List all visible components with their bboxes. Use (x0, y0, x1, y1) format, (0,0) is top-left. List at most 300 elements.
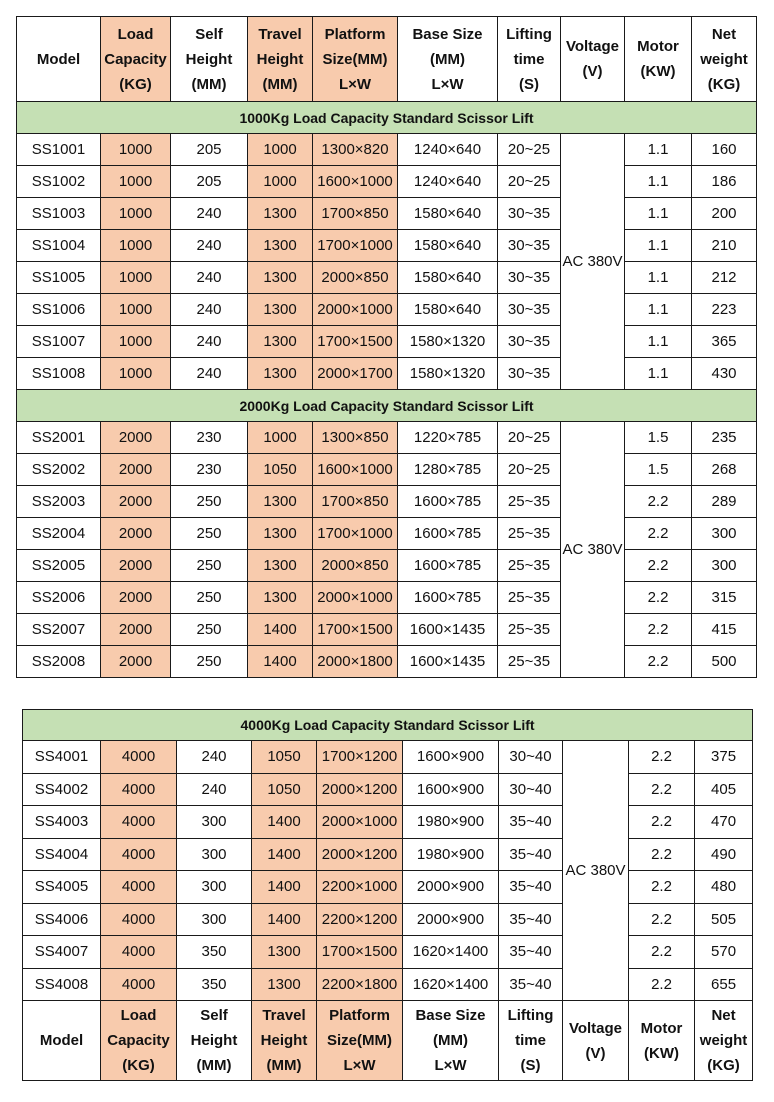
header-line: Model (36, 50, 81, 68)
cell-lifting-time: 25~35 (498, 486, 561, 518)
cell-motor: 2.2 (625, 550, 692, 582)
table-row (17, 262, 757, 294)
cell-platform-size: 2200×1800 (317, 968, 403, 1001)
header-model (23, 1001, 101, 1081)
header-self-height (177, 1001, 252, 1081)
voltage-cell: AC 380V (561, 134, 625, 390)
cell-base-size: 1980×900 (403, 838, 499, 871)
cell-platform-size: 1600×1000 (313, 166, 398, 198)
cell-base-size: 1600×785 (398, 582, 498, 614)
cell-model: SS1002 (17, 166, 101, 198)
cell-load-capacity: 2000 (101, 582, 171, 614)
cell-motor: 1.1 (625, 230, 692, 262)
cell-motor: 2.2 (629, 806, 695, 839)
cell-self-height: 300 (177, 871, 252, 904)
cell-travel-height: 1300 (248, 358, 313, 390)
cell-travel-height: 1000 (248, 166, 313, 198)
cell-travel-height: 1300 (248, 582, 313, 614)
cell-base-size: 1580×640 (398, 230, 498, 262)
cell-motor: 2.2 (629, 741, 695, 774)
cell-travel-height: 1300 (248, 518, 313, 550)
cell-base-size: 1280×785 (398, 454, 498, 486)
cell-travel-height: 1400 (252, 903, 317, 936)
cell-lifting-time: 30~35 (498, 358, 561, 390)
cell-platform-size: 1700×1500 (313, 614, 398, 646)
cell-load-capacity: 4000 (101, 871, 177, 904)
table-row (17, 326, 757, 358)
table-row (17, 422, 757, 454)
cell-motor: 1.5 (625, 454, 692, 486)
cell-motor: 2.2 (625, 614, 692, 646)
cell-model: SS2003 (17, 486, 101, 518)
cell-travel-height: 1050 (252, 741, 317, 774)
cell-self-height: 250 (171, 614, 248, 646)
cell-base-size: 1600×785 (398, 550, 498, 582)
cell-platform-size: 1300×820 (313, 134, 398, 166)
cell-net-weight: 500 (692, 646, 757, 678)
cell-platform-size: 2000×1000 (317, 806, 403, 839)
cell-travel-height: 1300 (248, 230, 313, 262)
cell-platform-size: 2000×850 (313, 550, 398, 582)
cell-lifting-time: 20~25 (498, 134, 561, 166)
cell-platform-size: 1600×1000 (313, 454, 398, 486)
section-title: 1000Kg Load Capacity Standard Scissor Lift (17, 102, 757, 134)
header-voltage (563, 1001, 629, 1081)
table-row (23, 773, 753, 806)
cell-self-height: 250 (171, 582, 248, 614)
header-line: Platform (329, 1007, 390, 1024)
cell-lifting-time: 20~25 (498, 454, 561, 486)
cell-base-size: 2000×900 (403, 871, 499, 904)
table-row (17, 614, 757, 646)
cell-model: SS4007 (23, 936, 101, 969)
cell-model: SS1003 (17, 198, 101, 230)
cell-self-height: 300 (177, 838, 252, 871)
cell-net-weight: 655 (695, 968, 753, 1001)
cell-model: SS2001 (17, 422, 101, 454)
cell-lifting-time: 30~35 (498, 262, 561, 294)
cell-platform-size: 1700×850 (313, 198, 398, 230)
header-base-size (398, 17, 498, 102)
header-line: Model (39, 1032, 84, 1049)
header-travel-height (248, 17, 313, 102)
footer-header-row (23, 1001, 753, 1081)
table-row (23, 741, 753, 774)
cell-lifting-time: 25~35 (498, 518, 561, 550)
table-row (23, 871, 753, 904)
cell-model: SS2007 (17, 614, 101, 646)
header-line: Load (120, 1007, 157, 1024)
header-line: Self (200, 1007, 228, 1024)
cell-platform-size: 2000×1200 (317, 838, 403, 871)
header-line: (S) (520, 1057, 541, 1074)
header-line: (MM) (433, 1032, 468, 1049)
cell-net-weight: 200 (692, 198, 757, 230)
cell-motor: 2.2 (625, 582, 692, 614)
cell-model: SS2008 (17, 646, 101, 678)
cell-travel-height: 1000 (248, 134, 313, 166)
cell-net-weight: 505 (695, 903, 753, 936)
cell-load-capacity: 2000 (101, 518, 171, 550)
cell-model: SS1004 (17, 230, 101, 262)
cell-motor: 2.2 (625, 518, 692, 550)
cell-model: SS4004 (23, 838, 101, 871)
cell-lifting-time: 30~40 (499, 741, 563, 774)
cell-motor: 2.2 (629, 968, 695, 1001)
table-row (23, 838, 753, 871)
cell-net-weight: 210 (692, 230, 757, 262)
cell-motor: 1.1 (625, 166, 692, 198)
cell-base-size: 1600×785 (398, 518, 498, 550)
table-row (23, 806, 753, 839)
cell-net-weight: 365 (692, 326, 757, 358)
table-row (17, 134, 757, 166)
header-line: (KG) (707, 75, 741, 93)
cell-travel-height: 1050 (248, 454, 313, 486)
cell-platform-size: 1700×850 (313, 486, 398, 518)
cell-lifting-time: 25~35 (498, 582, 561, 614)
cell-lifting-time: 35~40 (499, 968, 563, 1001)
cell-model: SS2004 (17, 518, 101, 550)
header-line: Capacity (107, 1032, 170, 1049)
cell-base-size: 1240×640 (398, 166, 498, 198)
cell-load-capacity: 4000 (101, 838, 177, 871)
header-platform-size (313, 17, 398, 102)
cell-self-height: 240 (171, 294, 248, 326)
cell-model: SS2005 (17, 550, 101, 582)
header-line: (MM) (266, 1057, 302, 1074)
cell-self-height: 250 (171, 518, 248, 550)
cell-load-capacity: 2000 (101, 550, 171, 582)
header-line: (KW) (640, 63, 676, 80)
cell-travel-height: 1300 (248, 294, 313, 326)
cell-model: SS2006 (17, 582, 101, 614)
header-line: Base Size (412, 25, 483, 43)
header-line: weight (700, 50, 748, 68)
cell-net-weight: 490 (695, 838, 753, 871)
cell-lifting-time: 25~35 (498, 550, 561, 582)
cell-self-height: 240 (171, 198, 248, 230)
cell-load-capacity: 2000 (101, 422, 171, 454)
cell-net-weight: 375 (695, 741, 753, 774)
header-lifting-time (498, 17, 561, 102)
voltage-cell: AC 380V (561, 422, 625, 678)
header-line: Height (260, 1032, 308, 1049)
cell-platform-size: 2000×1000 (313, 294, 398, 326)
header-line: Motor (637, 38, 679, 55)
cell-self-height: 205 (171, 166, 248, 198)
voltage-cell: AC 380V (563, 741, 629, 1001)
header-line: Motor (640, 1019, 683, 1037)
header-line: (V) (585, 1044, 606, 1062)
header-line: Self (195, 25, 223, 43)
cell-platform-size: 2000×1700 (313, 358, 398, 390)
cell-model: SS2002 (17, 454, 101, 486)
cell-model: SS4001 (23, 741, 101, 774)
cell-lifting-time: 30~35 (498, 198, 561, 230)
header-platform-size (317, 1001, 403, 1081)
header-line: Size(MM) (327, 1032, 392, 1049)
table-row (17, 582, 757, 614)
cell-travel-height: 1400 (252, 838, 317, 871)
cell-motor: 1.1 (625, 134, 692, 166)
header-line: Travel (258, 25, 302, 43)
header-line: L×W (338, 75, 372, 93)
cell-net-weight: 470 (695, 806, 753, 839)
table-row (17, 166, 757, 198)
section-title-row (17, 390, 757, 422)
cell-load-capacity: 1000 (101, 294, 171, 326)
cell-base-size: 1580×640 (398, 198, 498, 230)
cell-lifting-time: 35~40 (499, 806, 563, 839)
cell-base-size: 1580×640 (398, 262, 498, 294)
cell-platform-size: 2000×1000 (313, 582, 398, 614)
cell-load-capacity: 2000 (101, 454, 171, 486)
cell-model: SS1001 (17, 134, 101, 166)
table-row (17, 486, 757, 518)
cell-base-size: 1580×1320 (398, 358, 498, 390)
header-line: weight (699, 1032, 748, 1049)
table-row (23, 936, 753, 969)
header-line: Lifting (506, 25, 552, 43)
cell-net-weight: 480 (695, 871, 753, 904)
cell-lifting-time: 20~25 (498, 166, 561, 198)
cell-motor: 2.2 (629, 773, 695, 806)
cell-lifting-time: 30~35 (498, 230, 561, 262)
cell-net-weight: 223 (692, 294, 757, 326)
cell-motor: 1.5 (625, 422, 692, 454)
cell-load-capacity: 1000 (101, 358, 171, 390)
cell-platform-size: 2200×1200 (317, 903, 403, 936)
cell-load-capacity: 4000 (101, 968, 177, 1001)
cell-travel-height: 1300 (248, 486, 313, 518)
header-line: (KG) (707, 1057, 740, 1074)
cell-motor: 2.2 (629, 838, 695, 871)
cell-net-weight: 186 (692, 166, 757, 198)
header-travel-height (252, 1001, 317, 1081)
cell-base-size: 1220×785 (398, 422, 498, 454)
table-row (23, 968, 753, 1001)
cell-net-weight: 212 (692, 262, 757, 294)
cell-base-size: 1600×785 (398, 486, 498, 518)
cell-motor: 2.2 (629, 903, 695, 936)
cell-load-capacity: 1000 (101, 262, 171, 294)
spec-table-bottom (22, 709, 753, 1081)
header-line: Base Size (415, 1007, 486, 1024)
cell-travel-height: 1300 (252, 936, 317, 969)
cell-net-weight: 289 (692, 486, 757, 518)
header-net-weight (692, 17, 757, 102)
header-line: Capacity (104, 50, 167, 68)
header-line: Size(MM) (322, 50, 388, 68)
cell-travel-height: 1000 (248, 422, 313, 454)
table-row (23, 903, 753, 936)
header-self-height (171, 17, 248, 102)
cell-model: SS4008 (23, 968, 101, 1001)
header-line: (KW) (644, 1044, 679, 1062)
cell-travel-height: 1300 (248, 262, 313, 294)
cell-net-weight: 235 (692, 422, 757, 454)
cell-model: SS4003 (23, 806, 101, 839)
cell-platform-size: 1700×1500 (317, 936, 403, 969)
cell-net-weight: 160 (692, 134, 757, 166)
header-line: L×W (431, 75, 464, 93)
cell-base-size: 1240×640 (398, 134, 498, 166)
header-model (17, 17, 101, 102)
header-line: Travel (262, 1007, 306, 1024)
cell-motor: 1.1 (625, 198, 692, 230)
cell-lifting-time: 25~35 (498, 614, 561, 646)
header-line: Net (711, 25, 737, 43)
header-line: time (513, 50, 545, 68)
table-row (17, 646, 757, 678)
cell-platform-size: 2000×1200 (317, 773, 403, 806)
cell-model: SS1007 (17, 326, 101, 358)
header-voltage (561, 17, 625, 102)
cell-load-capacity: 4000 (101, 741, 177, 774)
cell-model: SS1005 (17, 262, 101, 294)
header-line: Height (256, 50, 304, 68)
header-line: Height (190, 1032, 238, 1049)
cell-self-height: 250 (171, 646, 248, 678)
cell-self-height: 240 (171, 230, 248, 262)
cell-self-height: 240 (177, 773, 252, 806)
header-load-capacity (101, 17, 171, 102)
cell-lifting-time: 35~40 (499, 838, 563, 871)
cell-base-size: 1600×1435 (398, 646, 498, 678)
cell-base-size: 1620×1400 (403, 968, 499, 1001)
cell-load-capacity: 4000 (101, 806, 177, 839)
cell-travel-height: 1400 (252, 806, 317, 839)
cell-self-height: 205 (171, 134, 248, 166)
cell-self-height: 350 (177, 936, 252, 969)
cell-travel-height: 1050 (252, 773, 317, 806)
cell-lifting-time: 35~40 (499, 903, 563, 936)
cell-load-capacity: 1000 (101, 326, 171, 358)
cell-load-capacity: 2000 (101, 646, 171, 678)
cell-self-height: 250 (171, 486, 248, 518)
header-line: Height (185, 50, 233, 68)
cell-load-capacity: 4000 (101, 773, 177, 806)
cell-motor: 1.1 (625, 294, 692, 326)
cell-base-size: 1580×640 (398, 294, 498, 326)
cell-platform-size: 1700×1000 (313, 230, 398, 262)
header-load-capacity (101, 1001, 177, 1081)
cell-load-capacity: 1000 (101, 198, 171, 230)
cell-lifting-time: 30~35 (498, 326, 561, 358)
cell-net-weight: 268 (692, 454, 757, 486)
cell-load-capacity: 1000 (101, 230, 171, 262)
cell-net-weight: 300 (692, 518, 757, 550)
header-line: L×W (434, 1057, 467, 1074)
header-line: Lifting (507, 1007, 554, 1024)
cell-travel-height: 1300 (252, 968, 317, 1001)
cell-platform-size: 1300×850 (313, 422, 398, 454)
header-line: L×W (343, 1057, 376, 1074)
table-row (17, 518, 757, 550)
cell-platform-size: 2200×1000 (317, 871, 403, 904)
header-line: Net (711, 1007, 736, 1024)
cell-model: SS4002 (23, 773, 101, 806)
table-row (17, 550, 757, 582)
cell-travel-height: 1300 (248, 550, 313, 582)
section-title-row (23, 710, 753, 741)
cell-self-height: 230 (171, 454, 248, 486)
table-row (17, 454, 757, 486)
cell-base-size: 1580×1320 (398, 326, 498, 358)
cell-load-capacity: 1000 (101, 134, 171, 166)
cell-model: SS1008 (17, 358, 101, 390)
cell-platform-size: 1700×1000 (313, 518, 398, 550)
header-line: (MM) (196, 1057, 232, 1074)
table-row (17, 358, 757, 390)
cell-load-capacity: 2000 (101, 486, 171, 518)
cell-base-size: 1600×1435 (398, 614, 498, 646)
cell-base-size: 1980×900 (403, 806, 499, 839)
header-line: (KG) (122, 1057, 155, 1074)
cell-self-height: 300 (177, 903, 252, 936)
cell-lifting-time: 35~40 (499, 936, 563, 969)
cell-travel-height: 1400 (248, 646, 313, 678)
cell-motor: 1.1 (625, 326, 692, 358)
header-line: Voltage (568, 1019, 623, 1037)
cell-travel-height: 1400 (252, 871, 317, 904)
cell-net-weight: 315 (692, 582, 757, 614)
header-line: Voltage (565, 38, 620, 55)
cell-net-weight: 430 (692, 358, 757, 390)
cell-travel-height: 1300 (248, 198, 313, 230)
cell-self-height: 350 (177, 968, 252, 1001)
section-title: 2000Kg Load Capacity Standard Scissor Lift (17, 390, 757, 422)
header-line: (V) (582, 63, 603, 80)
section-title: 4000Kg Load Capacity Standard Scissor Lift (23, 710, 753, 741)
cell-self-height: 240 (171, 358, 248, 390)
cell-base-size: 1600×900 (403, 741, 499, 774)
cell-lifting-time: 25~35 (498, 646, 561, 678)
header-line: Load (117, 25, 154, 43)
cell-travel-height: 1400 (248, 614, 313, 646)
cell-motor: 1.1 (625, 262, 692, 294)
header-row (17, 17, 757, 102)
cell-lifting-time: 20~25 (498, 422, 561, 454)
cell-self-height: 250 (171, 550, 248, 582)
cell-load-capacity: 2000 (101, 614, 171, 646)
cell-self-height: 230 (171, 422, 248, 454)
cell-base-size: 2000×900 (403, 903, 499, 936)
header-line: (MM) (430, 50, 465, 68)
cell-motor: 2.2 (629, 871, 695, 904)
cell-net-weight: 300 (692, 550, 757, 582)
table-row (17, 230, 757, 262)
cell-model: SS1006 (17, 294, 101, 326)
header-lifting-time (499, 1001, 563, 1081)
cell-load-capacity: 4000 (101, 936, 177, 969)
header-base-size (403, 1001, 499, 1081)
cell-net-weight: 570 (695, 936, 753, 969)
cell-net-weight: 405 (695, 773, 753, 806)
cell-motor: 2.2 (625, 646, 692, 678)
cell-platform-size: 2000×850 (313, 262, 398, 294)
header-line: (MM) (191, 75, 227, 93)
header-line: (S) (519, 75, 539, 93)
cell-motor: 2.2 (629, 936, 695, 969)
cell-self-height: 300 (177, 806, 252, 839)
header-motor (629, 1001, 695, 1081)
spec-table-top (16, 16, 757, 678)
cell-self-height: 240 (171, 262, 248, 294)
cell-self-height: 240 (171, 326, 248, 358)
cell-model: SS4005 (23, 871, 101, 904)
